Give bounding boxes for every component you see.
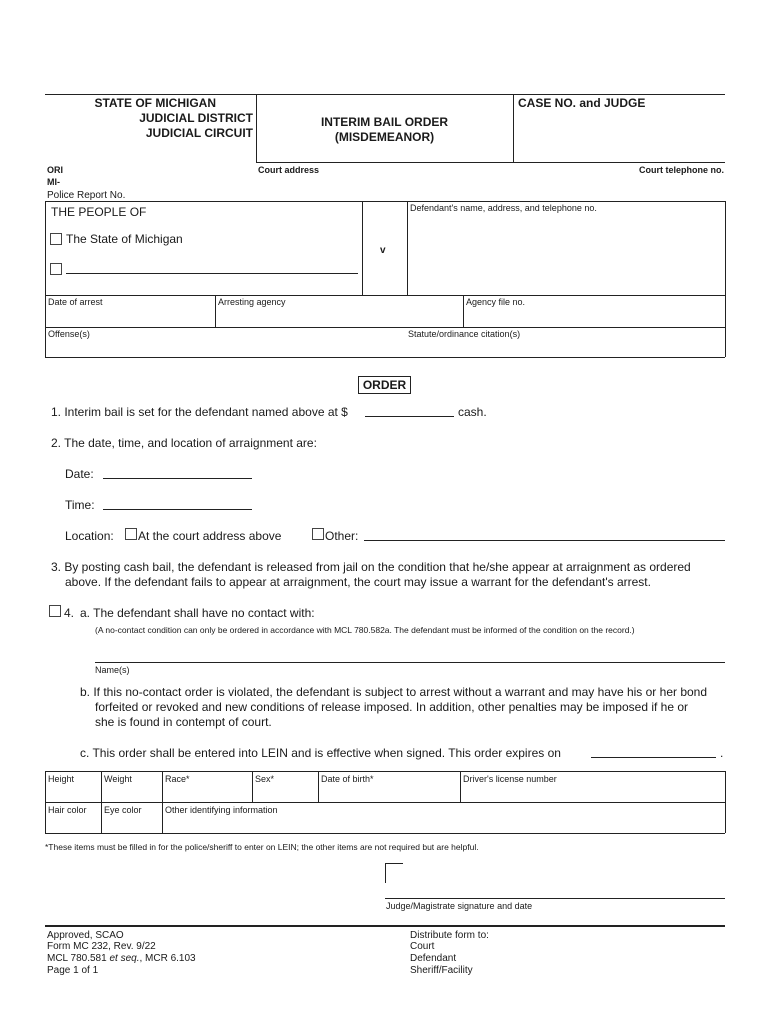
arrest-divider-1 [215, 295, 216, 327]
case-no-label: CASE NO. and JUDGE [518, 96, 646, 110]
defendant-field[interactable] [409, 216, 723, 294]
versus-label: v [380, 245, 386, 256]
parties-bottom-rule [45, 357, 725, 358]
people-of-label: THE PEOPLE OF [51, 205, 147, 219]
form-title: INTERIM BAIL ORDER [320, 115, 449, 129]
item4c-text: c. This order shall be entered into LEIN and is effective when signed. This order expires on [80, 746, 561, 760]
footer-rule [45, 925, 725, 927]
signature-corner-h [385, 863, 403, 864]
order-heading: ORDER [358, 376, 411, 394]
people-box-right [362, 201, 363, 295]
other-location-label: Other: [325, 529, 359, 543]
location-label: Location: [65, 529, 114, 543]
id-col-5 [460, 771, 461, 802]
offenses-label: Offense(s) [48, 329, 90, 339]
ori-label: ORI [47, 165, 64, 175]
signature-corner-v [385, 863, 386, 883]
eye-color-label: Eye color [104, 805, 142, 815]
judicial-district: JUDICIAL DISTRICT [139, 111, 253, 125]
license-label: Driver's license number [463, 774, 557, 784]
mcl-prefix: MCL 780.581 [47, 953, 107, 964]
item4b-line1: b. If this no-contact order is violated, the defendant is subject to arrest without a warrant and may have his or her bond [80, 685, 708, 699]
id-col-1 [101, 771, 102, 833]
race-label: Race* [165, 774, 190, 784]
mcl-reference [47, 953, 196, 964]
height-label: Height [48, 774, 75, 784]
other-location-field[interactable] [364, 540, 725, 541]
court-address-option: At the court address above [138, 529, 282, 543]
judicial-circuit: JUDICIAL CIRCUIT [145, 126, 253, 140]
date-of-arrest-label: Date of arrest [48, 297, 103, 307]
state-name: STATE OF MICHIGAN [94, 96, 216, 110]
other-plaintiff-field[interactable] [66, 273, 358, 274]
expiration-date-field[interactable] [591, 757, 716, 758]
judge-signature-field[interactable] [385, 898, 725, 899]
mi-label: MI- [47, 177, 60, 187]
defendant-label: Defendant's name, address, and telephone no. [410, 203, 597, 213]
dob-label: Date of birth* [321, 774, 374, 784]
item4c-period: . [720, 746, 724, 760]
court-address-label: Court address [258, 165, 320, 175]
item4-number: 4. [64, 606, 75, 620]
state-of-michigan-checkbox[interactable] [50, 233, 62, 245]
page-number: Page 1 of 1 [47, 965, 99, 976]
arresting-agency-label: Arresting agency [218, 297, 286, 307]
offense-top-rule [45, 327, 725, 328]
header-bottom-rule [256, 162, 725, 163]
parties-right-rule [725, 201, 726, 357]
arrest-top-rule [45, 295, 725, 296]
item4b-line3: she is found in contempt of court. [95, 715, 272, 729]
id-table-right [725, 771, 726, 833]
parties-left-rule [45, 201, 46, 357]
item4b-line2: forfeited or revoked and new conditions of release imposed. In addition, other penalties may be imposed if he or [95, 700, 689, 714]
distribute-sheriff: Sheriff/Facility [410, 965, 473, 976]
arrest-divider-2 [463, 295, 464, 327]
date-label: Date: [65, 467, 94, 481]
id-footnote: *These items must be filled in for the police/sheriff to enter on LEIN; the other items are not required but are helpful. [45, 842, 479, 852]
item1-text: 1. Interim bail is set for the defendant named above at $ [51, 405, 348, 419]
hair-color-label: Hair color [48, 805, 87, 815]
time-label: Time: [65, 498, 95, 512]
court-address-checkbox[interactable] [125, 528, 137, 540]
header-top-rule [45, 94, 725, 95]
item3-line2: above. If the defendant fails to appear at arraignment, the court may issue a warrant for the defendant's arrest. [65, 575, 651, 589]
bail-amount-field[interactable] [365, 416, 454, 417]
id-table-bottom [45, 833, 725, 834]
item4a-text: a. The defendant shall have no contact with: [80, 606, 315, 620]
sex-label: Sex* [255, 774, 275, 784]
distribute-court: Court [410, 941, 435, 952]
other-info-label: Other identifying information [165, 805, 278, 815]
court-telephone-label: Court telephone no. [639, 165, 724, 175]
case-no-field[interactable] [514, 112, 724, 160]
agency-file-label: Agency file no. [466, 297, 526, 307]
id-col-2 [162, 771, 163, 833]
id-table-middle [45, 802, 725, 803]
item1-cash: cash. [458, 405, 487, 419]
names-label: Name(s) [95, 665, 130, 675]
other-location-checkbox[interactable] [312, 528, 324, 540]
signature-label: Judge/Magistrate signature and date [386, 901, 533, 911]
id-col-4 [318, 771, 319, 802]
state-of-michigan-label: The State of Michigan [66, 232, 183, 246]
arraignment-time-field[interactable] [103, 509, 252, 510]
police-report-label: Police Report No. [47, 190, 126, 201]
mcl-suffix: , MCR 6.103 [139, 953, 196, 964]
weight-label: Weight [104, 774, 132, 784]
statute-label: Statute/ordinance citation(s) [408, 329, 521, 339]
distribute-defendant: Defendant [410, 953, 457, 964]
id-table-left [45, 771, 46, 833]
other-plaintiff-checkbox[interactable] [50, 263, 62, 275]
form-number: Form MC 232, Rev. 9/22 [47, 941, 156, 952]
item4a-note: (A no-contact condition can only be ordered in accordance with MCL 780.582a. The defendant must be informed of the condition on the record.) [95, 625, 635, 635]
item4-checkbox[interactable] [49, 605, 61, 617]
approved-text: Approved, SCAO [47, 930, 124, 941]
parties-top-rule [45, 201, 725, 202]
item3-line1: 3. By posting cash bail, the defendant is released from jail on the condition that he/she appear at arraignment as ordered [51, 560, 691, 574]
distribute-label: Distribute form to: [410, 930, 489, 941]
mcl-italic: et seq. [109, 953, 140, 964]
arraignment-date-field[interactable] [103, 478, 252, 479]
id-table-top [45, 771, 725, 772]
no-contact-names-field[interactable] [95, 662, 725, 663]
id-col-3 [252, 771, 253, 802]
defendant-box-left [407, 201, 408, 295]
form-subtitle: (MISDEMEANOR) [334, 130, 435, 144]
item2-text: 2. The date, time, and location of arraignment are: [51, 436, 317, 450]
